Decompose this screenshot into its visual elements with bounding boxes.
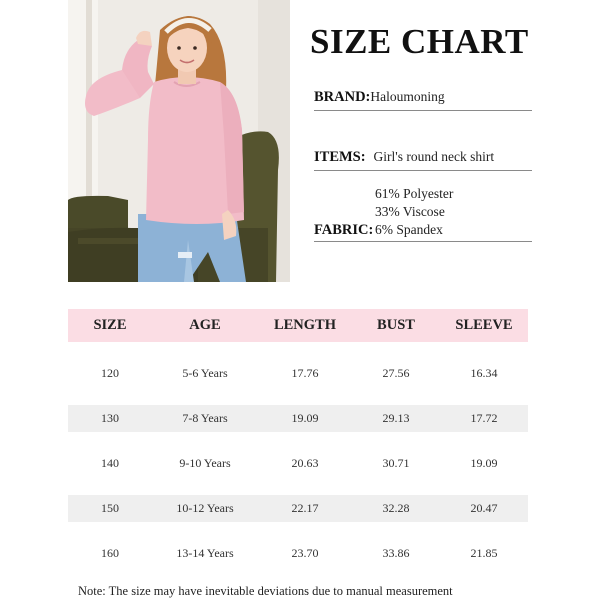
fabric-row [314,185,532,242]
table-cell: 13-14 Years [176,546,234,560]
brand-value: Haloumoning [370,89,445,104]
column-header: LENGTH [273,317,337,333]
items-label: ITEMS: [314,149,366,165]
items-value: Girl's round neck shirt [373,149,495,164]
table-cell: 120 [101,366,119,380]
size-table [68,309,528,567]
page-title: SIZE CHART [310,22,529,61]
table-cell: 140 [101,456,119,470]
table-cell: 16.34 [470,366,498,380]
table-cell: 10-12 Years [176,501,234,515]
table-cell: 7-8 Years [182,411,228,425]
table-cell: 19.09 [291,411,319,425]
table-cell: 17.72 [470,411,498,425]
table-row [68,540,528,567]
measurement-note: Note: The size may have inevitable deviations due to manual measurement [78,584,453,598]
column-header: BUST [377,317,415,333]
table-row [68,360,528,387]
table-cell: 27.56 [382,366,410,380]
items-row [314,149,532,171]
table-row [68,450,528,477]
table-cell: 32.28 [382,501,410,515]
table-cell: 5-6 Years [182,366,228,380]
table-row [68,495,528,522]
column-header: SLEEVE [455,317,513,333]
table-cell: 20.47 [470,501,498,515]
table-cell: 23.70 [291,546,319,560]
table-cell: 9-10 Years [179,456,231,470]
brand-row [314,89,532,111]
table-cell: 20.63 [291,456,319,470]
table-cell: 21.85 [470,546,498,560]
column-header: AGE [189,317,221,333]
fabric-line: 33% Viscose [375,204,445,219]
table-cell: 160 [101,546,119,560]
table-cell: 33.86 [382,546,410,560]
table-cell: 29.13 [382,411,410,425]
column-header: SIZE [93,317,127,333]
table-header [68,309,528,342]
table-cell: 150 [101,501,119,515]
brand-label: BRAND: [314,89,371,105]
table-cell: 130 [101,411,119,425]
table-cell: 17.76 [291,366,319,380]
table-cell: 30.71 [382,456,410,470]
table-row [68,405,528,432]
table-cell: 22.17 [291,501,319,515]
table-cell: 19.09 [470,456,498,470]
fabric-composition [375,185,453,239]
fabric-label: FABRIC: [314,222,374,238]
fabric-line: 6% Spandex [375,222,443,237]
product-photo [68,0,290,282]
fabric-line: 61% Polyester [375,186,454,201]
